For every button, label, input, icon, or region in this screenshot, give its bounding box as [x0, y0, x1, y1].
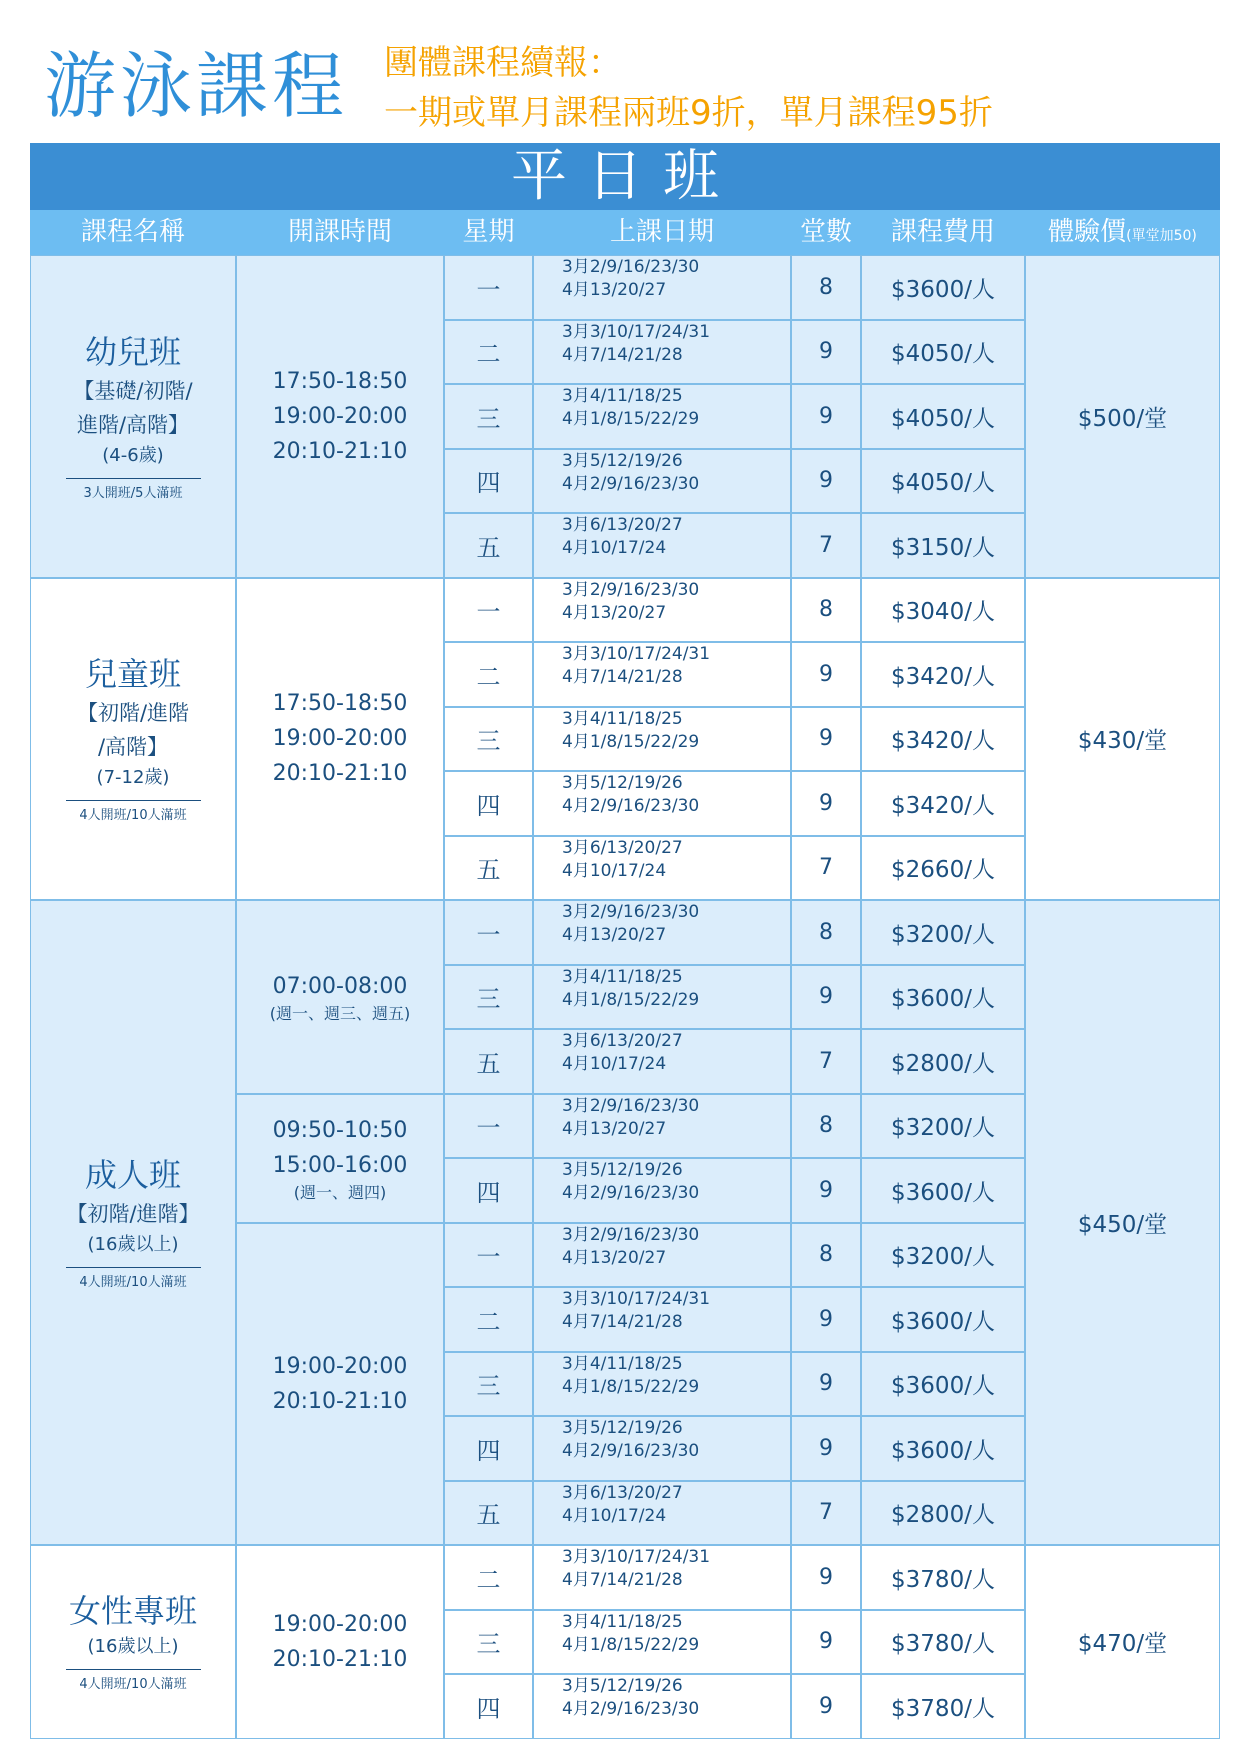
weekday-cell — [444, 384, 533, 449]
course-fee-cell — [861, 900, 1025, 965]
course-fee-cell — [861, 1416, 1025, 1481]
course-fee: $2660/人 — [891, 857, 995, 884]
class-date-line: 3月6/13/20/27 — [562, 837, 683, 858]
class-date-line: 3月6/13/20/27 — [562, 1031, 683, 1051]
session-count: 9 — [819, 661, 833, 687]
weekday-cell — [444, 1610, 533, 1675]
session-count-cell — [791, 1674, 861, 1739]
class-date-line: 4月10/17/24 — [562, 1505, 667, 1526]
class-date-line: 4月2/9/16/23/30 — [562, 1441, 700, 1461]
session-count: 8 — [819, 1113, 833, 1139]
class-dates-cell — [533, 836, 791, 901]
page-title: 游泳課程 — [44, 44, 349, 128]
weekday: 四 — [476, 469, 501, 498]
class-dates-cell — [533, 1545, 791, 1610]
weekday: 五 — [476, 1501, 501, 1530]
class-time: 17:50-18:50 — [272, 691, 408, 717]
class-dates-cell — [533, 1094, 791, 1159]
course-fee-cell — [861, 836, 1025, 901]
class-time: 09:50-10:50 — [272, 1118, 408, 1143]
session-count: 8 — [819, 919, 833, 945]
session-count-cell — [791, 900, 861, 965]
course-enrollment-rule: 4人開班/10人滿班 — [66, 800, 201, 825]
header-class-dates: 上課日期 — [609, 217, 714, 247]
weekday: 五 — [476, 856, 501, 885]
course-enrollment-rule: 4人開班/10人滿班 — [66, 1669, 201, 1694]
weekday-cell — [444, 1158, 533, 1223]
class-date-line: 4月7/14/21/28 — [562, 667, 683, 687]
weekday-cell — [444, 965, 533, 1030]
session-count: 7 — [819, 1048, 833, 1074]
class-date-line: 3月5/12/19/26 — [562, 773, 683, 793]
class-date-line: 4月13/20/27 — [562, 1118, 667, 1139]
class-dates-cell — [533, 1029, 791, 1094]
weekday: 二 — [476, 662, 501, 691]
course-level: 【初階/進階 — [76, 701, 190, 726]
class-time: 15:00-16:00 — [272, 1153, 408, 1178]
course-fee-cell — [861, 707, 1025, 772]
session-count-cell — [791, 1481, 861, 1546]
course-fee: $3780/人 — [891, 1631, 995, 1658]
header-course-fee: 課程費用 — [890, 217, 995, 247]
class-date-line: 3月3/10/17/24/31 — [562, 644, 711, 664]
class-time: 20:10-21:10 — [272, 1388, 408, 1414]
class-dates-cell — [533, 1287, 791, 1352]
weekday: 二 — [476, 340, 501, 369]
class-date-line: 3月2/9/16/23/30 — [562, 257, 700, 277]
trial-price: $470/堂 — [1077, 1631, 1168, 1658]
course-level: 【基礎/初階/ — [73, 378, 193, 403]
class-time: 17:50-18:50 — [272, 368, 408, 394]
class-dates-cell — [533, 384, 791, 449]
course-fee: $3420/人 — [891, 728, 995, 755]
class-date-line: 3月5/12/19/26 — [562, 1160, 683, 1180]
session-count-cell — [791, 771, 861, 836]
class-dates-cell — [533, 1416, 791, 1481]
class-time-cell — [236, 1545, 444, 1739]
course-fee: $3040/人 — [891, 599, 995, 626]
class-date-line: 4月13/20/27 — [562, 602, 667, 623]
class-date-line: 3月4/11/18/25 — [562, 708, 683, 729]
course-name: 幼兒班 — [84, 332, 181, 371]
course-fee-cell — [861, 1481, 1025, 1546]
course-name: 兒童班 — [84, 655, 181, 694]
class-dates-cell — [533, 900, 791, 965]
weekday-cell — [444, 513, 533, 578]
class-dates-cell — [533, 965, 791, 1030]
course-fee: $4050/人 — [891, 341, 995, 368]
course-fee: $2800/人 — [891, 1050, 995, 1077]
class-date-line: 4月13/20/27 — [562, 925, 667, 945]
course-name-cell — [30, 900, 236, 1545]
class-time: 19:00-20:00 — [272, 726, 408, 752]
class-time: 19:00-20:00 — [272, 1353, 408, 1379]
session-count: 8 — [819, 274, 833, 300]
header-weekday: 星期 — [462, 217, 515, 247]
session-count-cell — [791, 1545, 861, 1610]
class-date-line: 4月7/14/21/28 — [562, 1312, 683, 1332]
weekday: 五 — [476, 533, 501, 562]
session-count: 7 — [819, 532, 833, 558]
weekday-cell — [444, 255, 533, 320]
course-fee-cell — [861, 1352, 1025, 1417]
weekday-cell — [444, 1545, 533, 1610]
class-time-cell — [236, 578, 444, 901]
course-level: 進階/高階】 — [76, 412, 190, 437]
header-class-time: 開課時間 — [287, 217, 392, 247]
trial-price-cell — [1025, 578, 1220, 901]
weekday: 一 — [476, 598, 501, 627]
weekday-cell — [444, 1094, 533, 1159]
class-date-line: 3月4/11/18/25 — [562, 386, 683, 406]
class-dates-cell — [533, 707, 791, 772]
weekday-cell — [444, 1481, 533, 1546]
course-fee-cell — [861, 513, 1025, 578]
class-time-cell — [236, 1223, 444, 1546]
course-level: /高階】 — [97, 735, 169, 760]
weekday-cell — [444, 1287, 533, 1352]
weekday: 四 — [476, 1694, 501, 1723]
course-fee: $3780/人 — [891, 1566, 995, 1593]
class-date-line: 4月10/17/24 — [562, 1054, 667, 1074]
course-fee: $3150/人 — [891, 534, 995, 561]
session-count: 9 — [819, 1177, 833, 1203]
course-fee: $3600/人 — [891, 1373, 995, 1400]
course-fee: $3600/人 — [891, 1179, 995, 1206]
session-count: 9 — [819, 468, 833, 494]
course-fee-cell — [861, 578, 1025, 643]
session-count-cell — [791, 1287, 861, 1352]
course-enrollment-rule: 4人開班/10人滿班 — [66, 1267, 201, 1292]
class-date-line: 3月2/9/16/23/30 — [562, 902, 700, 922]
class-date-line: 4月1/8/15/22/29 — [562, 1376, 700, 1397]
course-level: 【初階/進階】 — [66, 1202, 200, 1226]
session-count-cell — [791, 642, 861, 707]
class-date-line: 4月1/8/15/22/29 — [562, 731, 700, 752]
session-count-cell — [791, 384, 861, 449]
weekday-cell — [444, 320, 533, 385]
course-name-cell — [30, 255, 236, 578]
session-count-cell — [791, 836, 861, 901]
course-fee: $3780/人 — [891, 1695, 995, 1722]
weekday-cell — [444, 642, 533, 707]
class-time: 20:10-21:10 — [272, 1646, 408, 1672]
class-time: 20:10-21:10 — [272, 761, 408, 787]
weekday: 三 — [476, 404, 501, 433]
course-age: (4-6歲) — [102, 444, 164, 466]
weekday: 三 — [476, 727, 501, 756]
session-count: 9 — [819, 984, 833, 1010]
course-fee: $3600/人 — [891, 276, 995, 303]
weekday: 五 — [476, 1049, 501, 1078]
weekday-cell — [444, 449, 533, 514]
class-time: 07:00-08:00 — [272, 974, 408, 1000]
trial-price: $500/堂 — [1077, 405, 1168, 432]
class-date-line: 4月10/17/24 — [562, 538, 667, 558]
session-count-cell — [791, 1223, 861, 1288]
header-session-count: 堂數 — [799, 217, 852, 247]
session-count-cell — [791, 1416, 861, 1481]
course-fee: $4050/人 — [891, 405, 995, 432]
class-time-note: (週一、週三、週五) — [269, 1004, 411, 1024]
course-fee-cell — [861, 449, 1025, 514]
class-date-line: 3月5/12/19/26 — [562, 450, 683, 471]
class-dates-cell — [533, 578, 791, 643]
course-fee: $3200/人 — [891, 1115, 995, 1142]
weekday: 一 — [476, 275, 501, 304]
class-date-line: 4月7/14/21/28 — [562, 1570, 683, 1590]
class-date-line: 3月5/12/19/26 — [562, 1676, 683, 1696]
class-dates-cell — [533, 1481, 791, 1546]
class-dates-cell — [533, 1158, 791, 1223]
course-fee-cell — [861, 255, 1025, 320]
class-dates-cell — [533, 771, 791, 836]
course-fee-cell — [861, 771, 1025, 836]
session-count: 9 — [819, 790, 833, 816]
course-fee: $3600/人 — [891, 1308, 995, 1335]
course-name: 成人班 — [84, 1156, 181, 1194]
weekday: 四 — [476, 1436, 501, 1465]
class-date-line: 3月6/13/20/27 — [562, 515, 683, 535]
weekday-cell — [444, 900, 533, 965]
trial-price-cell — [1025, 1545, 1220, 1739]
promo-line-1: 團體課程續報： — [384, 43, 622, 83]
class-date-line: 4月13/20/27 — [562, 280, 667, 300]
course-fee-cell — [861, 1029, 1025, 1094]
session-count-cell — [791, 1352, 861, 1417]
course-age: (7-12歲) — [96, 767, 170, 789]
class-date-line: 4月2/9/16/23/30 — [562, 1699, 700, 1719]
course-fee-cell — [861, 965, 1025, 1030]
course-name: 女性專班 — [68, 1592, 197, 1631]
session-count-cell — [791, 513, 861, 578]
class-date-line: 3月4/11/18/25 — [562, 1353, 683, 1374]
class-date-line: 4月7/14/21/28 — [562, 344, 683, 365]
trial-price: $430/堂 — [1077, 728, 1168, 755]
class-date-line: 3月4/11/18/25 — [562, 966, 683, 987]
session-count: 9 — [819, 339, 833, 365]
class-date-line: 4月10/17/24 — [562, 860, 667, 881]
class-dates-cell — [533, 255, 791, 320]
class-dates-cell — [533, 513, 791, 578]
weekday-cell — [444, 1223, 533, 1288]
course-fee-cell — [861, 642, 1025, 707]
session-count: 9 — [819, 403, 833, 429]
trial-price-cell — [1025, 255, 1220, 578]
weekday: 三 — [476, 985, 501, 1014]
session-count: 9 — [819, 1564, 833, 1590]
course-fee-cell — [861, 384, 1025, 449]
weekday: 二 — [476, 1565, 501, 1594]
class-date-line: 4月1/8/15/22/29 — [562, 1634, 700, 1655]
course-fee-cell — [861, 1674, 1025, 1739]
class-time-note: (週一、週四) — [293, 1183, 387, 1202]
course-fee-cell — [861, 1287, 1025, 1352]
session-count-cell — [791, 255, 861, 320]
header-course-name: 課程名稱 — [80, 217, 185, 247]
course-fee: $3200/人 — [891, 921, 995, 948]
course-fee-cell — [861, 1158, 1025, 1223]
weekday: 四 — [476, 1178, 501, 1207]
weekday: 三 — [476, 1372, 501, 1401]
session-count: 9 — [819, 1629, 833, 1655]
weekday-cell — [444, 707, 533, 772]
course-fee-cell — [861, 1545, 1025, 1610]
session-count: 9 — [819, 1693, 833, 1719]
class-time: 19:00-20:00 — [272, 403, 408, 429]
weekday-cell — [444, 836, 533, 901]
course-fee: $3200/人 — [891, 1244, 995, 1271]
class-time-cell — [236, 255, 444, 578]
session-count-cell — [791, 320, 861, 385]
class-date-line: 4月1/8/15/22/29 — [562, 989, 700, 1010]
session-count: 9 — [819, 1306, 833, 1332]
weekday-cell — [444, 1029, 533, 1094]
session-count: 9 — [819, 726, 833, 752]
session-count: 8 — [819, 1242, 833, 1268]
session-count-cell — [791, 965, 861, 1030]
course-fee-cell — [861, 320, 1025, 385]
class-date-line: 3月2/9/16/23/30 — [562, 579, 700, 600]
weekday-cell — [444, 1674, 533, 1739]
session-count-cell — [791, 1029, 861, 1094]
class-date-line: 3月4/11/18/25 — [562, 1611, 683, 1632]
weekday: 四 — [476, 791, 501, 820]
session-count: 9 — [819, 1371, 833, 1397]
header-trial-price: 體驗價(單堂加50) — [1048, 217, 1197, 247]
weekday: 一 — [476, 1243, 501, 1272]
course-fee: $3600/人 — [891, 986, 995, 1013]
weekday-cell — [444, 578, 533, 643]
class-dates-cell — [533, 1674, 791, 1739]
course-name-cell — [30, 578, 236, 901]
class-time: 19:00-20:00 — [272, 1611, 408, 1637]
session-count: 8 — [819, 597, 833, 623]
weekday: 一 — [476, 1114, 501, 1143]
class-date-line: 3月3/10/17/24/31 — [562, 321, 711, 342]
class-date-line: 4月1/8/15/22/29 — [562, 409, 700, 429]
class-date-line: 3月6/13/20/27 — [562, 1482, 683, 1503]
class-dates-cell — [533, 320, 791, 385]
session-count: 9 — [819, 1435, 833, 1461]
class-date-line: 4月2/9/16/23/30 — [562, 473, 700, 494]
class-time: 20:10-21:10 — [272, 438, 408, 464]
class-time-cell — [236, 900, 444, 1094]
class-dates-cell — [533, 449, 791, 514]
course-name-cell — [30, 1545, 236, 1739]
session-count-cell — [791, 1610, 861, 1675]
session-count-cell — [791, 578, 861, 643]
class-date-line: 3月2/9/16/23/30 — [562, 1095, 700, 1116]
class-date-line: 3月5/12/19/26 — [562, 1418, 683, 1438]
trial-price-cell — [1025, 900, 1220, 1545]
course-age: (16歲以上) — [87, 1636, 179, 1658]
trial-price: $450/堂 — [1077, 1212, 1168, 1238]
course-fee-cell — [861, 1094, 1025, 1159]
course-fee-cell — [861, 1223, 1025, 1288]
course-fee: $2800/人 — [891, 1502, 995, 1529]
session-count-cell — [791, 1158, 861, 1223]
class-dates-cell — [533, 1610, 791, 1675]
session-count-cell — [791, 1094, 861, 1159]
class-date-line: 4月2/9/16/23/30 — [562, 1183, 700, 1203]
session-count: 7 — [819, 1500, 833, 1526]
class-date-line: 4月13/20/27 — [562, 1247, 667, 1268]
promo-line-2: 一期或單月課程兩班9折，單月課程95折 — [384, 93, 993, 133]
class-time-cell — [236, 1094, 444, 1223]
course-enrollment-rule: 3人開班/5人滿班 — [66, 478, 201, 503]
weekday: 二 — [476, 1307, 501, 1336]
class-date-line: 3月3/10/17/24/31 — [562, 1547, 711, 1567]
weekday: 三 — [476, 1630, 501, 1659]
header-trial-note: (單堂加50) — [1126, 228, 1197, 244]
class-dates-cell — [533, 642, 791, 707]
course-fee: $4050/人 — [891, 470, 995, 497]
weekday-cell — [444, 771, 533, 836]
course-fee: $3420/人 — [891, 792, 995, 819]
class-dates-cell — [533, 1223, 791, 1288]
course-fee-cell — [861, 1610, 1025, 1675]
course-age: (16歲以上) — [87, 1234, 179, 1255]
weekday-class-banner: 平日班 — [30, 143, 1220, 210]
session-count-cell — [791, 449, 861, 514]
class-date-line: 3月3/10/17/24/31 — [562, 1289, 711, 1309]
class-dates-cell — [533, 1352, 791, 1417]
course-fee: $3600/人 — [891, 1437, 995, 1464]
class-date-line: 3月2/9/16/23/30 — [562, 1224, 700, 1245]
weekday-cell — [444, 1352, 533, 1417]
session-count: 7 — [819, 855, 833, 881]
class-date-line: 4月2/9/16/23/30 — [562, 796, 700, 816]
weekday: 一 — [476, 920, 501, 949]
weekday-cell — [444, 1416, 533, 1481]
course-fee: $3420/人 — [891, 663, 995, 690]
session-count-cell — [791, 707, 861, 772]
